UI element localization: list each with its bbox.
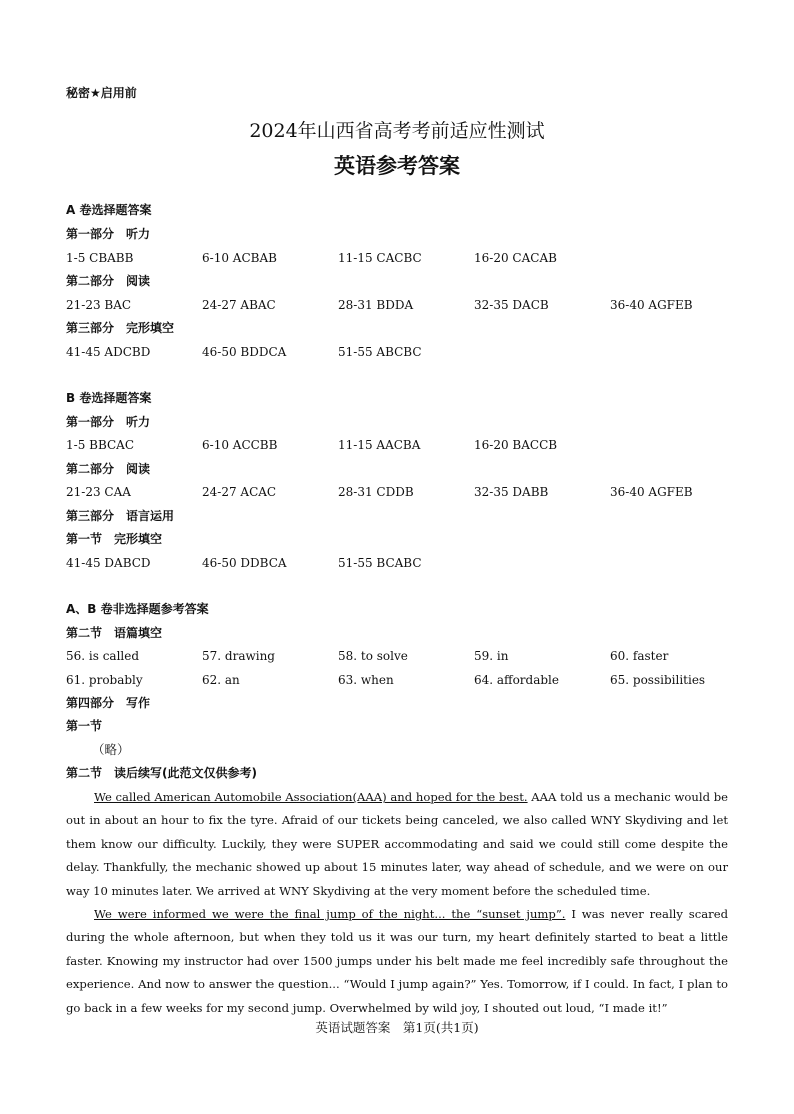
answer-group: 6-10 ACCBB	[202, 438, 278, 452]
answer-group: 36-40 AGFEB	[610, 485, 693, 499]
volume-b-heading: B 卷选择题答案	[66, 391, 152, 405]
answer-group: 1-5 BBCAC	[66, 438, 135, 452]
cloze-answer: 64. affordable	[474, 673, 559, 687]
cloze-answer: 56. is called	[66, 649, 140, 663]
answer-group: 32-35 DABB	[474, 485, 549, 499]
volume-a-part1-heading: 第一部分 听力	[66, 227, 151, 241]
omitted-note: （略）	[92, 742, 130, 757]
answer-group: 28-31 CDDB	[338, 485, 414, 499]
answer-group: 11-15 CACBC	[338, 251, 422, 265]
essay-paragraph-2	[66, 903, 728, 1020]
answer-group: 16-20 CACAB	[474, 251, 557, 265]
writing-section2-heading: 第二节 读后续写(此范文仅供参考)	[66, 766, 257, 780]
cloze-answer: 65. possibilities	[610, 673, 706, 687]
cloze-answer: 58. to solve	[338, 649, 408, 663]
paragraph-1-opening: We called American Automobile Association(AAA) and hoped for the best.	[94, 790, 528, 804]
cloze-answer: 62. an	[202, 673, 240, 687]
volume-b-part2-heading: 第二部分 阅读	[66, 462, 151, 476]
volume-a-part3-heading: 第三部分 完形填空	[66, 321, 175, 335]
cloze-answer: 61. probably	[66, 673, 143, 687]
answer-group: 41-45 ADCBD	[66, 345, 151, 359]
volume-b-part3-heading: 第三部分 语言运用	[66, 509, 175, 523]
answer-group: 28-31 BDDA	[338, 298, 414, 312]
essay-paragraph-1	[66, 786, 728, 903]
non-choice-heading: A、B 卷非选择题参考答案	[66, 602, 209, 616]
answer-group: 51-55 ABCBC	[338, 345, 422, 359]
answer-group: 46-50 DDBCA	[202, 556, 287, 570]
page-footer: 英语试题答案 第1页(共1页)	[315, 1020, 479, 1035]
answer-group: 24-27 ABAC	[202, 298, 276, 312]
writing-section1-heading: 第一节	[66, 719, 103, 733]
sample-essay	[66, 786, 728, 1020]
paragraph-2-body: I was never really scared during the whole afternoon, but when they told us it was our turn, my heart definitely started to beat a little faster. Knowing my instructor had over 1500 jumps under his belt made me feel incredibly safe throughout the experience. And now to answer the question... “Would I jump again?” Yes. Tomorrow, if I could. In fact, I plan to go back in a few weeks for my second jump. Overwhelmed by wild joy, I shouted out loud, “I made it!”	[66, 907, 728, 1015]
volume-b-part1-heading: 第一部分 听力	[66, 415, 151, 429]
answer-group: 51-55 BCABC	[338, 556, 422, 570]
cloze-answer: 63. when	[338, 673, 394, 687]
cloze-answer: 60. faster	[610, 649, 669, 663]
cloze-section-heading: 第二节 语篇填空	[66, 626, 163, 640]
answer-group: 6-10 ACBAB	[202, 251, 277, 265]
answer-group: 21-23 BAC	[66, 298, 132, 312]
volume-a-heading: A 卷选择题答案	[66, 203, 152, 217]
cloze-answer: 57. drawing	[202, 649, 275, 663]
answer-group: 1-5 CBABB	[66, 251, 134, 265]
answer-group: 41-45 DABCD	[66, 556, 151, 570]
answer-group: 32-35 DACB	[474, 298, 549, 312]
paragraph-1-body: AAA told us a mechanic would be out in about an hour to fix the tyre. Afraid of our tickets being canceled, we also called WNY Skydiving and let them know our difficulty. Luckily, they were SUPER accommodating and said we could still come despite the delay. Thankfully, the mechanic showed up about 15 minutes later, way ahead of schedule, and we were on our way 10 minutes later. We arrived at WNY Skydiving at the very moment before the scheduled time.	[66, 790, 728, 898]
answer-group: 36-40 AGFEB	[610, 298, 693, 312]
answer-group: 11-15 AACBA	[338, 438, 421, 452]
answer-group: 16-20 BACCB	[474, 438, 558, 452]
volume-a-part2-heading: 第二部分 阅读	[66, 274, 151, 288]
answer-group: 21-23 CAA	[66, 485, 131, 499]
document-subtitle: 英语参考答案	[334, 154, 460, 178]
writing-part-heading: 第四部分 写作	[66, 696, 151, 710]
exam-title: 2024年山西省高考考前适应性测试	[249, 120, 545, 142]
paragraph-2-opening: We were informed we were the final jump of the night... the “sunset jump”.	[94, 907, 566, 922]
volume-b-section1-heading: 第一节 完形填空	[66, 532, 163, 546]
answer-group: 24-27 ACAC	[202, 485, 277, 499]
answer-group: 46-50 BDDCA	[202, 345, 287, 359]
cloze-answer: 59. in	[474, 649, 509, 663]
confidential-mark: 秘密★启用前	[66, 86, 137, 100]
